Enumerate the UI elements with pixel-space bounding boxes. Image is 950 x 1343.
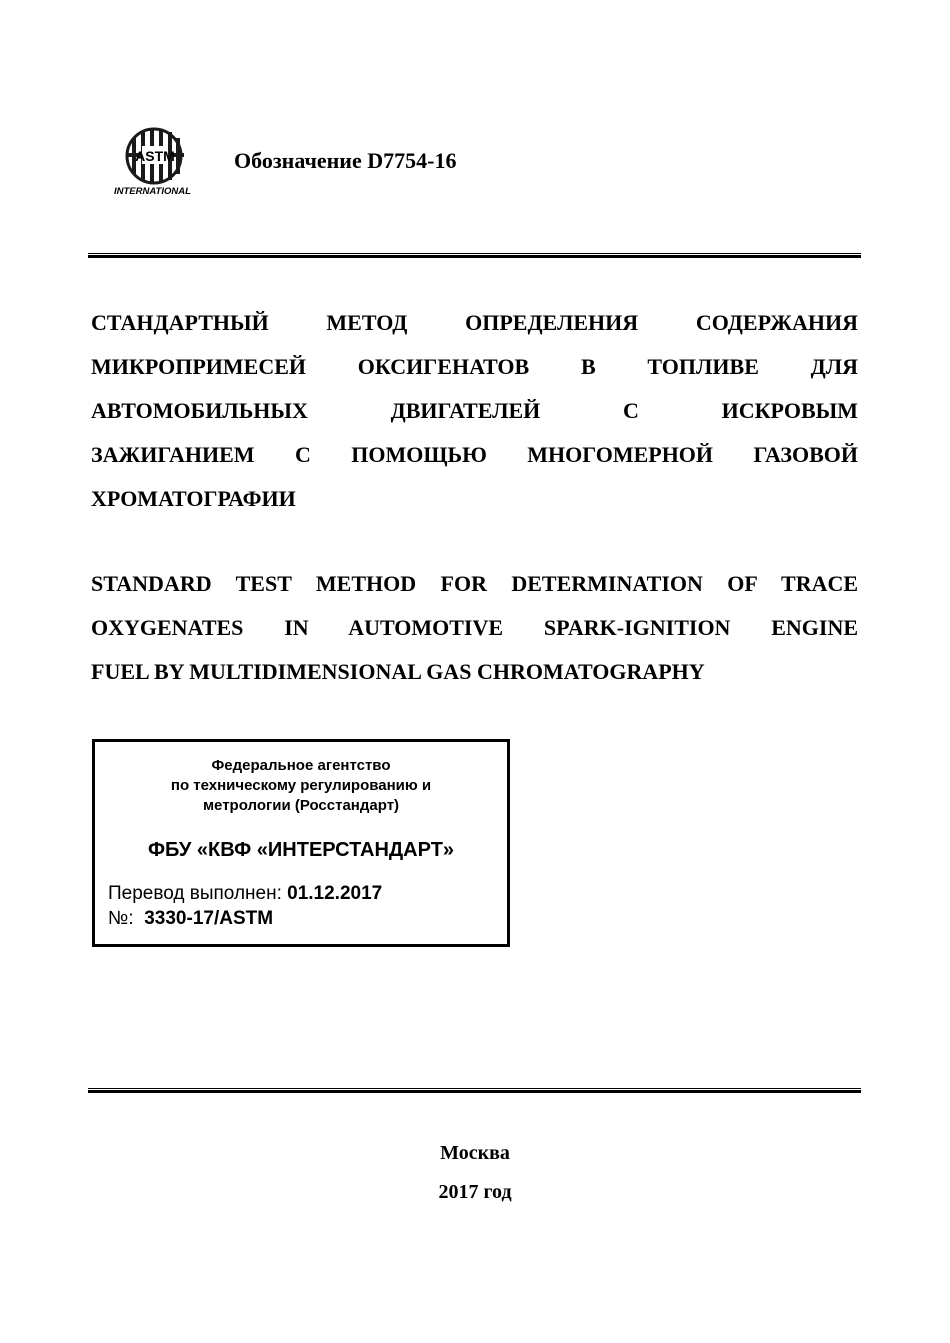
title-word: АВТОМОБИЛЬНЫХ xyxy=(91,398,308,423)
title-word: СТАНДАРТНЫЙ xyxy=(91,310,269,335)
translation-number-label: №: xyxy=(108,908,134,929)
agency-line: по техническому регулированию и xyxy=(170,777,432,794)
agency-name xyxy=(95,756,507,816)
title-word: FUEL xyxy=(91,659,149,684)
title-ru-line xyxy=(91,389,858,433)
title-word: FOR xyxy=(440,571,487,596)
translation-date-line xyxy=(108,883,382,905)
title-ru-line xyxy=(91,301,858,345)
title-en-line xyxy=(91,606,858,650)
translation-number-line xyxy=(108,908,273,930)
title-word: METHOD xyxy=(315,571,417,596)
title-word: SPARK-IGNITION xyxy=(543,615,731,640)
title-en-line xyxy=(91,562,858,606)
bottom-double-rule xyxy=(88,1088,861,1094)
title-ru-line xyxy=(91,477,858,521)
title-word: IN xyxy=(284,615,309,640)
title-word: CHROMATOGRAPHY xyxy=(476,659,705,684)
designation-title: Обозначение D7754-16 xyxy=(234,148,457,173)
title-word: ОПРЕДЕЛЕНИЯ xyxy=(465,310,639,335)
title-word: MULTIDIMENSIONAL xyxy=(189,659,421,684)
publication-city: Москва xyxy=(440,1142,510,1164)
title-word: ENGINE xyxy=(771,615,859,640)
title-word: С xyxy=(294,442,311,467)
translation-box xyxy=(92,739,510,947)
astm-international-logo-icon xyxy=(112,126,196,198)
title-word: МЕТОД xyxy=(326,310,408,335)
publication-year: 2017 год xyxy=(438,1181,512,1203)
translation-number-value: 3330-17/ASTM xyxy=(144,908,274,929)
title-word: С xyxy=(623,398,639,423)
translation-date-label: Перевод выполнен: xyxy=(108,883,282,904)
title-word: GAS xyxy=(426,659,472,684)
title-word: СОДЕРЖАНИЯ xyxy=(695,310,859,335)
title-word: STANDARD xyxy=(91,571,212,596)
title-word: TRACE xyxy=(781,571,859,596)
title-ru-line xyxy=(91,345,858,389)
logo-caption: INTERNATIONAL xyxy=(114,186,191,197)
title-word: TEST xyxy=(235,571,292,596)
title-word: МИКРОПРИМЕСЕЙ xyxy=(91,354,307,379)
title-word: ОКСИГЕНАТОВ xyxy=(357,354,530,379)
title-word: ИСКРОВЫМ xyxy=(721,398,859,423)
agency-line: Федеральное агентство xyxy=(211,757,391,774)
title-word: МНОГОМЕРНОЙ xyxy=(527,442,714,467)
title-russian xyxy=(91,301,858,521)
title-word: ГАЗОВОЙ xyxy=(753,442,859,467)
title-word: DETERMINATION xyxy=(511,571,703,596)
title-word: AUTOMOTIVE xyxy=(348,615,504,640)
title-word: ПОМОЩЬЮ xyxy=(351,442,487,467)
title-word: OXYGENATES xyxy=(91,615,244,640)
title-word: ДЛЯ xyxy=(810,354,859,379)
title-word: OF xyxy=(727,571,758,596)
agency-line: метрологии (Росстандарт) xyxy=(202,797,400,814)
title-word: ДВИГАТЕЛЕЙ xyxy=(390,398,541,423)
top-double-rule xyxy=(88,253,861,259)
title-english xyxy=(91,562,858,694)
title-ru-line xyxy=(91,433,858,477)
title-word: BY xyxy=(153,659,184,684)
title-word: ХРОМАТОГРАФИИ xyxy=(91,486,296,511)
title-word: ТОПЛИВЕ xyxy=(647,354,759,379)
title-word: ЗАЖИГАНИЕМ xyxy=(91,442,255,467)
astm-logo xyxy=(112,126,196,198)
title-word: В xyxy=(580,354,596,379)
translation-date-value: 01.12.2017 xyxy=(287,883,383,904)
logo-mark-text: ASTM xyxy=(135,148,175,164)
organization-name: ФБУ «КВФ «ИНТЕРСТАНДАРТ» xyxy=(147,839,455,861)
title-en-line xyxy=(91,650,858,694)
